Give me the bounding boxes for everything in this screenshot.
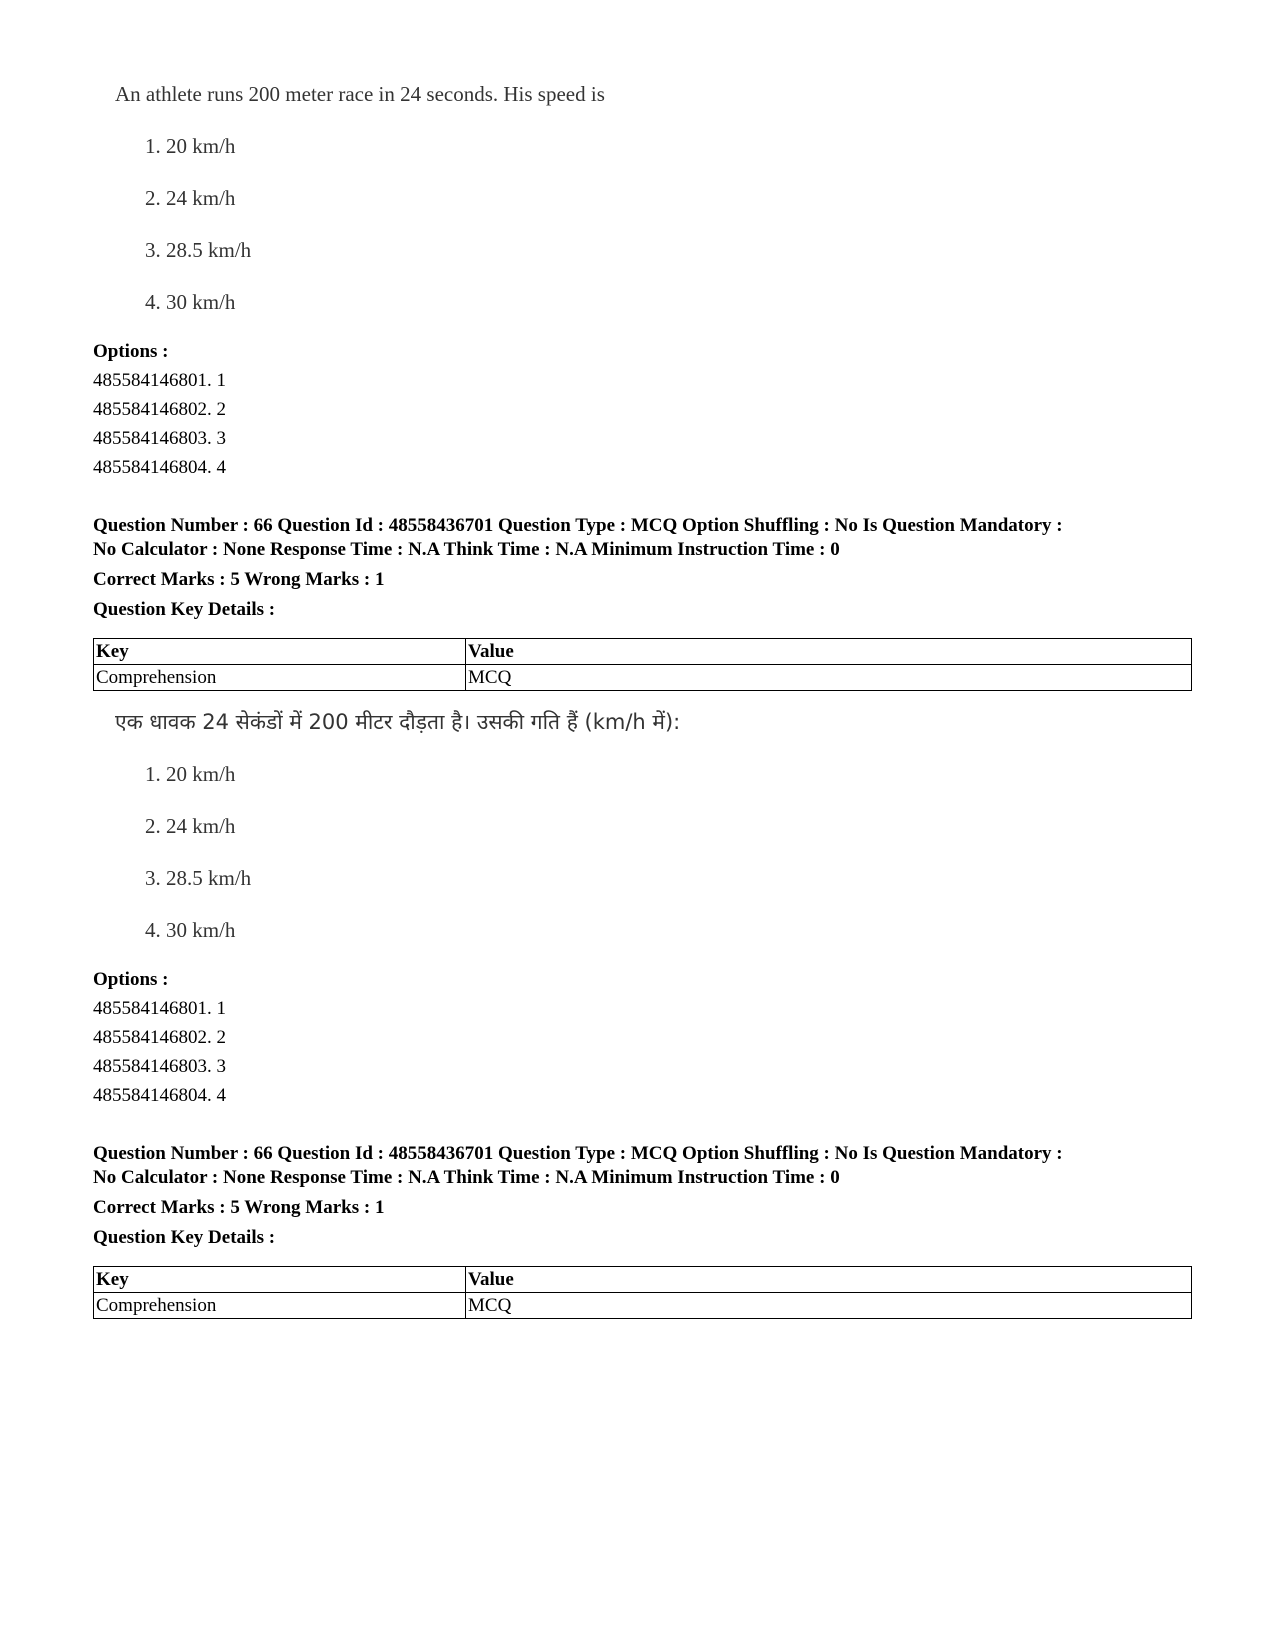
marks-line: Correct Marks : 5 Wrong Marks : 1 — [93, 1197, 385, 1218]
marks-line: Correct Marks : 5 Wrong Marks : 1 — [93, 569, 385, 590]
header-value: Value — [466, 639, 1192, 665]
option-row: 485584146802. 2 — [93, 1027, 226, 1048]
meta-line: Question Number : 66 Question Id : 48558436701 Question Type : MCQ Option Shuffling : No Is Question Mandatory : — [93, 515, 1063, 536]
cell-value: MCQ — [466, 1293, 1192, 1319]
choice-item: 3. 28.5 km/h — [145, 238, 252, 262]
options-block — [93, 966, 226, 1110]
option-row: 485584146803. 3 — [93, 1056, 226, 1077]
choice-item: 2. 24 km/h — [145, 186, 236, 210]
cell-key: Comprehension — [94, 1293, 466, 1319]
option-row: 485584146801. 1 — [93, 998, 226, 1019]
question-meta — [93, 1142, 1193, 1250]
question-prompt: एक धावक 24 सेकंडों में 200 मीटर दौड़ता है। उसकी गति हैं (km/h में): — [115, 710, 681, 734]
table-row — [94, 1293, 1192, 1319]
meta-line: No Calculator : None Response Time : N.A Think Time : N.A Minimum Instruction Time : 0 — [93, 1167, 840, 1188]
question-meta — [93, 514, 1193, 622]
option-row: 485584146803. 3 — [93, 428, 226, 449]
key-details-table — [93, 638, 1192, 691]
options-block — [93, 338, 226, 482]
choice-item: 3. 28.5 km/h — [145, 866, 252, 890]
choice-item: 4. 30 km/h — [145, 918, 236, 942]
key-details-table — [93, 1266, 1192, 1319]
meta-line: No Calculator : None Response Time : N.A Think Time : N.A Minimum Instruction Time : 0 — [93, 539, 840, 560]
choice-item: 2. 24 km/h — [145, 814, 236, 838]
option-row: 485584146804. 4 — [93, 1085, 226, 1106]
cell-key: Comprehension — [94, 665, 466, 691]
key-details-title: Question Key Details : — [93, 1227, 276, 1248]
question-image-english — [115, 80, 605, 314]
header-value: Value — [466, 1267, 1192, 1293]
choice-item: 4. 30 km/h — [145, 290, 236, 314]
header-key: Key — [94, 1267, 466, 1293]
cell-value: MCQ — [466, 665, 1192, 691]
option-row: 485584146802. 2 — [93, 399, 226, 420]
question-image-hindi — [115, 708, 681, 942]
key-details-title: Question Key Details : — [93, 599, 276, 620]
table-header-row — [94, 639, 1192, 665]
option-row: 485584146801. 1 — [93, 370, 226, 391]
meta-line: Question Number : 66 Question Id : 48558436701 Question Type : MCQ Option Shuffling : No Is Question Mandatory : — [93, 1143, 1063, 1164]
choice-item: 1. 20 km/h — [145, 134, 236, 158]
header-key: Key — [94, 639, 466, 665]
table-header-row — [94, 1267, 1192, 1293]
options-title: Options : — [93, 341, 169, 362]
question-prompt: An athlete runs 200 meter race in 24 seconds. His speed is — [115, 82, 605, 106]
choice-item: 1. 20 km/h — [145, 762, 236, 786]
table-row — [94, 665, 1192, 691]
option-row: 485584146804. 4 — [93, 457, 226, 478]
options-title: Options : — [93, 969, 169, 990]
